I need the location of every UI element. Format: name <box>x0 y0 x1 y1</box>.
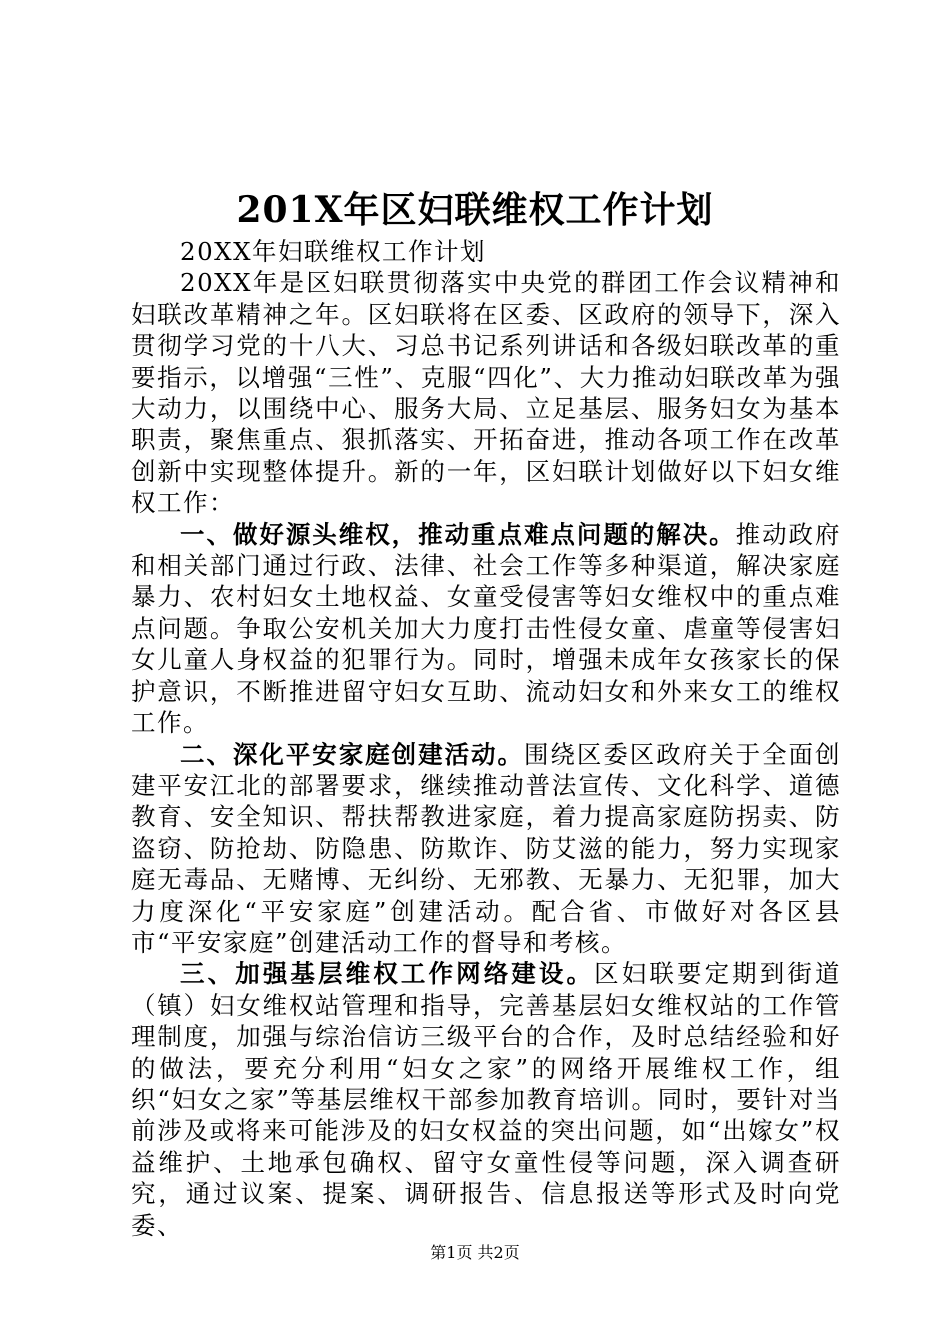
document-body <box>131 236 841 1241</box>
document-subtitle: 20XX年妇联维权工作计划 <box>180 237 487 266</box>
section-paragraph <box>131 519 841 739</box>
section-heading: 一、做好源头维权，推动重点难点问题的解决。 <box>180 519 736 549</box>
section-paragraph <box>131 958 841 1241</box>
section-text: 推动政府和相关部门通过行政、法律、社会工作等多种渠道，解决家庭暴力、农村妇女土地权益、女童受侵害等妇女维权中的重点难点问题。争取公安机关加大力度打击性侵女童、虐童等侵害妇女儿童人身权益的犯罪行为。同时，增强未成年女孩家长的保护意识，不断推进留守妇女互助、流动妇女和外来女工的维权工作。 <box>131 519 841 738</box>
document-title: 201X年区妇联维权工作计划 <box>236 189 714 231</box>
section-text: 区妇联要定期到街道（镇）妇女维权站管理和指导，完善基层妇女维权站的工作管理制度，加强与综治信访三级平台的合作，及时总结经验和好的做法，要充分利用“妇女之家”的网络开展维权工作，组织“妇女之家”等基层维权干部参加教育培训。同时，要针对当前涉及或将来可能涉及的妇女权益的突出问题，如“出嫁女”权益维护、土地承包确权、留守女童性侵等问题，深入调查研究，通过议案、提案、调研报告、信息报送等形式及时向党委、 <box>131 959 842 1240</box>
section-heading: 二、深化平安家庭创建活动。 <box>180 739 524 769</box>
section-text: 围绕区委区政府关于全面创建平安江北的部署要求，继续推动普法宣传、文化科学、道德教育、安全知识、帮扶帮教进家庭，着力提高家庭防拐卖、防盗窃、防抢劫、防隐患、防欺诈、防艾滋的能力，努力实现家庭无毒品、无赌博、无纠纷、无邪教、无暴力、无犯罪，加大力度深化“平安家庭”创建活动。配合省、市做好对各区县市“平安家庭”创建活动工作的督导和考核。 <box>131 739 842 957</box>
intro-paragraph: 20XX年是区妇联贯彻落实中央党的群团工作会议精神和妇联改革精神之年。区妇联将在区委、区政府的领导下，深入贯彻学习党的十八大、习总书记系列讲话和各级妇联改革的重要指示，以增强“三性”、克服“四化”、大力推动妇联改革为强大动力，以围绕中心、服务大局、立足基层、服务妇女为基本职责，聚焦重点、狠抓落实、开拓奋进，推动各项工作在改革创新中实现整体提升。新的一年，区妇联计划做好以下妇女维权工作： <box>131 268 841 518</box>
page-footer: 第1页 共2页 <box>430 1243 520 1262</box>
section-heading: 三、加强基层维权工作网络建设。 <box>180 959 595 989</box>
section-paragraph <box>131 739 841 959</box>
